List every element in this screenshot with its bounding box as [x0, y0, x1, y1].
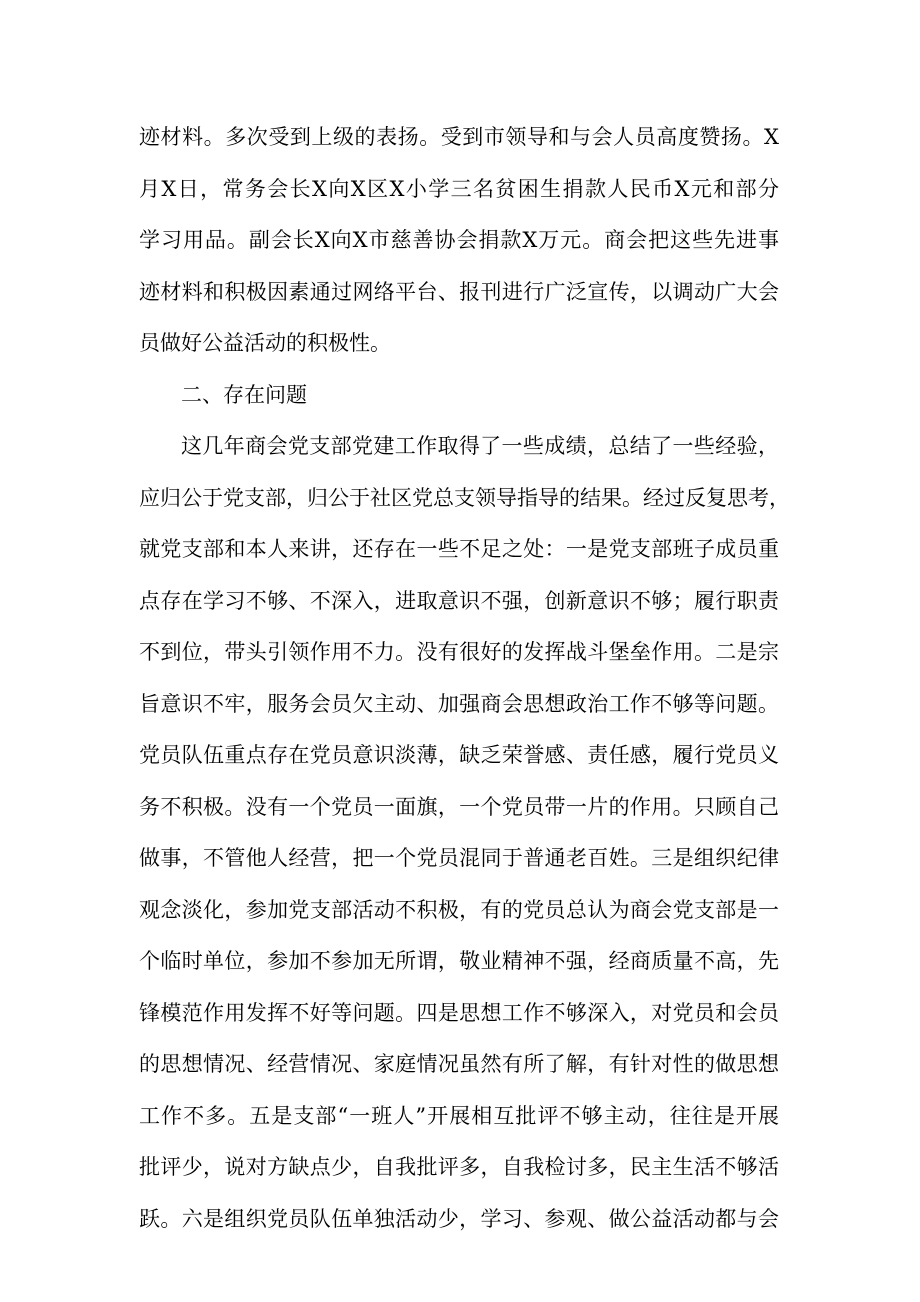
text-line: 就党支部和本人来讲，还存在一些不足之处：一是党支部班子成员重	[139, 537, 779, 561]
text-line: 观念淡化，参加党支部活动不积极，有的党员总认为商会党支部是一	[139, 897, 779, 922]
text-line: 迹材料。多次受到上级的表扬。受到市领导和与会人员高度赞扬。X	[139, 125, 779, 149]
text-line: 个临时单位，参加不参加无所谓，敬业精神不强，经商质量不高，先	[139, 949, 779, 973]
text-line: 跃。六是组织党员队伍单独活动少，学习、参观、做公益活动都与会	[139, 1206, 779, 1231]
text-line: 务不积极。没有一个党员一面旗，一个党员带一片的作用。只顾自己	[139, 794, 779, 819]
text-line: 批评少，说对方缺点少，自我批评多，自我检讨多，民主生活不够活	[139, 1155, 779, 1179]
text-line: 点存在学习不够、不深入，进取意识不强，创新意识不够；履行职责	[139, 588, 779, 613]
text-line: 的思想情况、经营情况、家庭情况虽然有所了解，有针对性的做思想	[139, 1052, 779, 1076]
text-line: 旨意识不牢，服务会员欠主动、加强商会思想政治工作不够等问题。	[139, 691, 779, 716]
text-line: 锋模范作用发挥不好等问题。四是思想工作不够深入，对党员和会员	[139, 1000, 779, 1025]
text-line: 做事，不管他人经营，把一个党员混同于普通老百姓。三是组织纪律	[139, 846, 779, 870]
text-line: 党员队伍重点存在党员意识淡薄，缺乏荣誉感、责任感，履行党员义	[139, 743, 779, 767]
text-line: 应归公于党支部，归公于社区党总支领导指导的结果。经过反复思考，	[139, 485, 790, 510]
text-line: 员做好公益活动的积极性。	[139, 331, 391, 355]
text-line: 不到位，带头引领作用不力。没有很好的发挥战斗堡垒作用。二是宗	[139, 640, 779, 664]
text-line: 学习用品。副会长X向X市慈善协会捐款X万元。商会把这些先进事	[139, 228, 779, 252]
text-line: 这几年商会党支部党建工作取得了一些成绩，总结了一些经验，	[181, 434, 779, 458]
document-body	[139, 112, 790, 1245]
text-line: 迹材料和积极因素通过网络平台、报刊进行广泛宣传，以调动广大会	[139, 279, 779, 304]
section-heading: 二、存在问题	[181, 382, 307, 407]
text-line: 工作不多。五是支部“一班人”开展相互批评不够主动，往往是开展	[139, 1103, 779, 1128]
text-line: 月X日，常务会长X向X区X小学三名贫困生捐款人民币X元和部分	[139, 176, 779, 201]
